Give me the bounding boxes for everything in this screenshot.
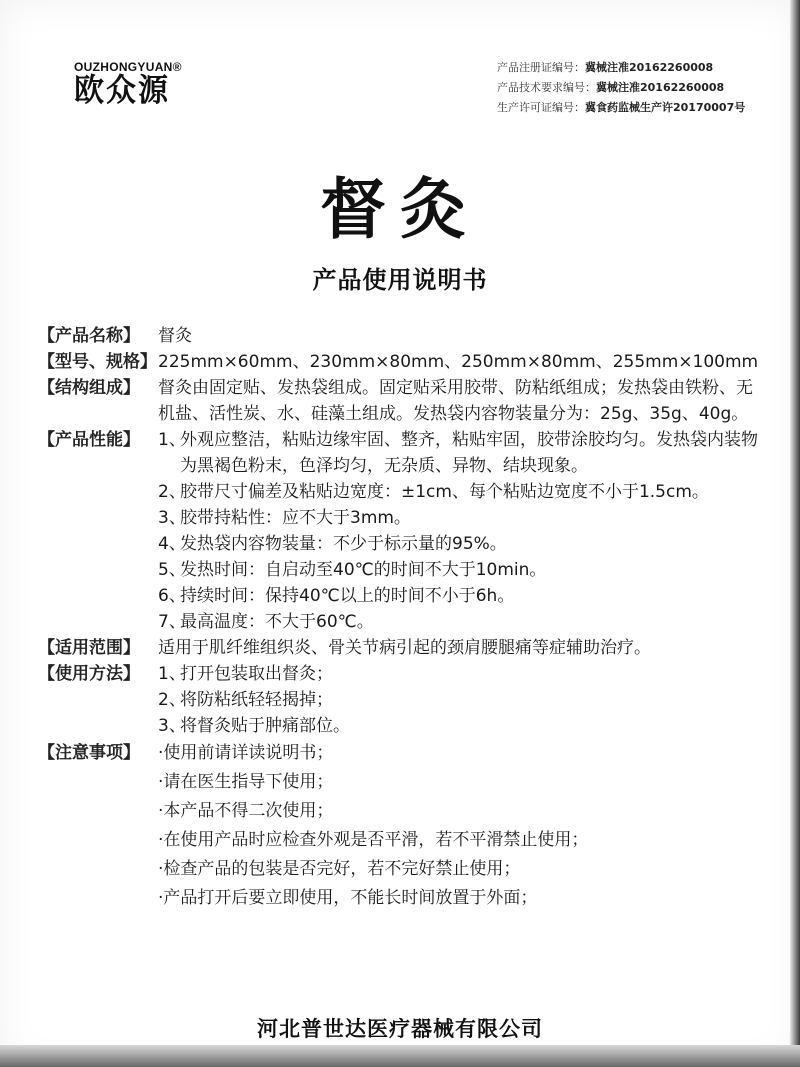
section-product-name (38, 323, 768, 349)
item-text: 将督灸贴于肿痛部位。 (180, 716, 350, 736)
brand-logo (74, 60, 214, 108)
item-text: 最高温度：不大于60℃。 (180, 612, 374, 632)
item-number: 6、 (158, 586, 186, 606)
registration-row (497, 58, 745, 78)
list-item (158, 661, 768, 687)
item-text: 外观应整洁，粘贴边缘牢固、整齐，粘贴牢固，胶带涂胶均匀。发热袋内装物为黑褐色粉末，色泽均匀，无杂质、异物、结块现象。 (180, 430, 758, 476)
list-item (158, 505, 768, 531)
section-model-spec (38, 349, 768, 375)
section-list (158, 739, 768, 913)
item-number: 2、 (158, 482, 186, 502)
registration-value: 冀食药监械生产许20170007号 (585, 101, 746, 114)
section-notes (38, 739, 768, 913)
registration-row (497, 98, 745, 118)
section-label: 【使用方法】 (38, 664, 140, 684)
note-item: ·检查产品的包装是否完好，若不完好禁止使用； (158, 859, 521, 879)
section-scope (38, 635, 768, 661)
section-text: 督灸 (158, 326, 192, 346)
list-item (158, 687, 768, 713)
document-subtitle: 产品使用说明书 (312, 266, 488, 294)
list-item (158, 713, 768, 739)
note-item: ·本产品不得二次使用； (158, 801, 334, 821)
list-item (158, 479, 768, 505)
section-label: 【适用范围】 (38, 638, 140, 658)
list-item (158, 583, 768, 609)
note-item: ·产品打开后要立即使用，不能长时间放置于外面； (158, 888, 538, 908)
note-item: ·使用前请详读说明书； (158, 743, 334, 763)
section-performance (38, 427, 768, 635)
item-text: 持续时间：保持40℃以上的时间不小于6h。 (180, 586, 515, 606)
manual-content (38, 323, 768, 913)
section-text: 督灸由固定贴、发热袋组成。固定贴采用胶带、防粘纸组成；发热袋由铁粉、无机盐、活性炭、水、硅藻土组成。发热袋内容物装量分为：25g、35g、40g。 (158, 378, 753, 424)
note-item: ·请在医生指导下使用； (158, 772, 334, 792)
note-item: ·在使用产品时应检查外观是否平滑，若不平滑禁止使用； (158, 830, 589, 850)
section-usage (38, 661, 768, 739)
item-text: 胶带持粘性：应不大于3mm。 (180, 508, 411, 528)
section-structure (38, 375, 768, 427)
list-item (158, 531, 768, 557)
list-item (158, 427, 768, 479)
section-list (158, 661, 768, 739)
item-text: 打开包装取出督灸； (180, 664, 333, 684)
manufacturer-name: 河北普世达医疗器械有限公司 (257, 1017, 543, 1041)
logo-english: OUZHONGYUAN® (74, 60, 182, 74)
section-text: 适用于肌纤维组织炎、骨关节病引起的颈肩腰腿痛等症辅助治疗。 (158, 638, 651, 658)
item-text: 将防粘纸轻轻揭掉； (180, 690, 333, 710)
section-label: 【结构组成】 (38, 378, 140, 398)
paper-edge-right (790, 0, 800, 1067)
item-number: 2、 (158, 690, 186, 710)
registration-row (497, 78, 745, 98)
registration-label: 生产许可证编号： (497, 101, 585, 114)
section-list (158, 427, 768, 635)
registration-value: 冀械注准20162260008 (585, 61, 714, 74)
paper-edge-bottom (0, 1045, 800, 1067)
section-label: 【型号、规格】 (38, 352, 157, 372)
section-label: 【产品性能】 (38, 430, 140, 450)
section-label: 【注意事项】 (38, 743, 140, 763)
section-text: 225mm×60mm、230mm×80mm、250mm×80mm、255mm×100mm (158, 352, 759, 372)
list-item (158, 609, 768, 635)
item-text: 发热时间：自启动至40℃的时间不大于10min。 (180, 560, 547, 580)
item-number: 1、 (158, 664, 186, 684)
logo-chinese: 欧众源 (74, 72, 170, 109)
item-number: 1、 (158, 430, 186, 450)
item-number: 4、 (158, 534, 186, 554)
registration-label: 产品技术要求编号： (497, 81, 596, 94)
product-title: 督灸 (320, 171, 480, 248)
item-number: 3、 (158, 508, 186, 528)
item-text: 发热袋内容物装量：不少于标示量的95%。 (180, 534, 507, 554)
item-number: 7、 (158, 612, 186, 632)
section-label: 【产品名称】 (38, 326, 140, 346)
registration-value: 冀械注准20162260008 (596, 81, 725, 94)
item-text: 胶带尺寸偏差及粘贴边宽度：±1cm、每个粘贴边宽度不小于1.5cm。 (180, 482, 709, 502)
registration-info (497, 58, 745, 118)
registration-label: 产品注册证编号： (497, 61, 585, 74)
item-number: 3、 (158, 716, 186, 736)
item-number: 5、 (158, 560, 186, 580)
list-item (158, 557, 768, 583)
